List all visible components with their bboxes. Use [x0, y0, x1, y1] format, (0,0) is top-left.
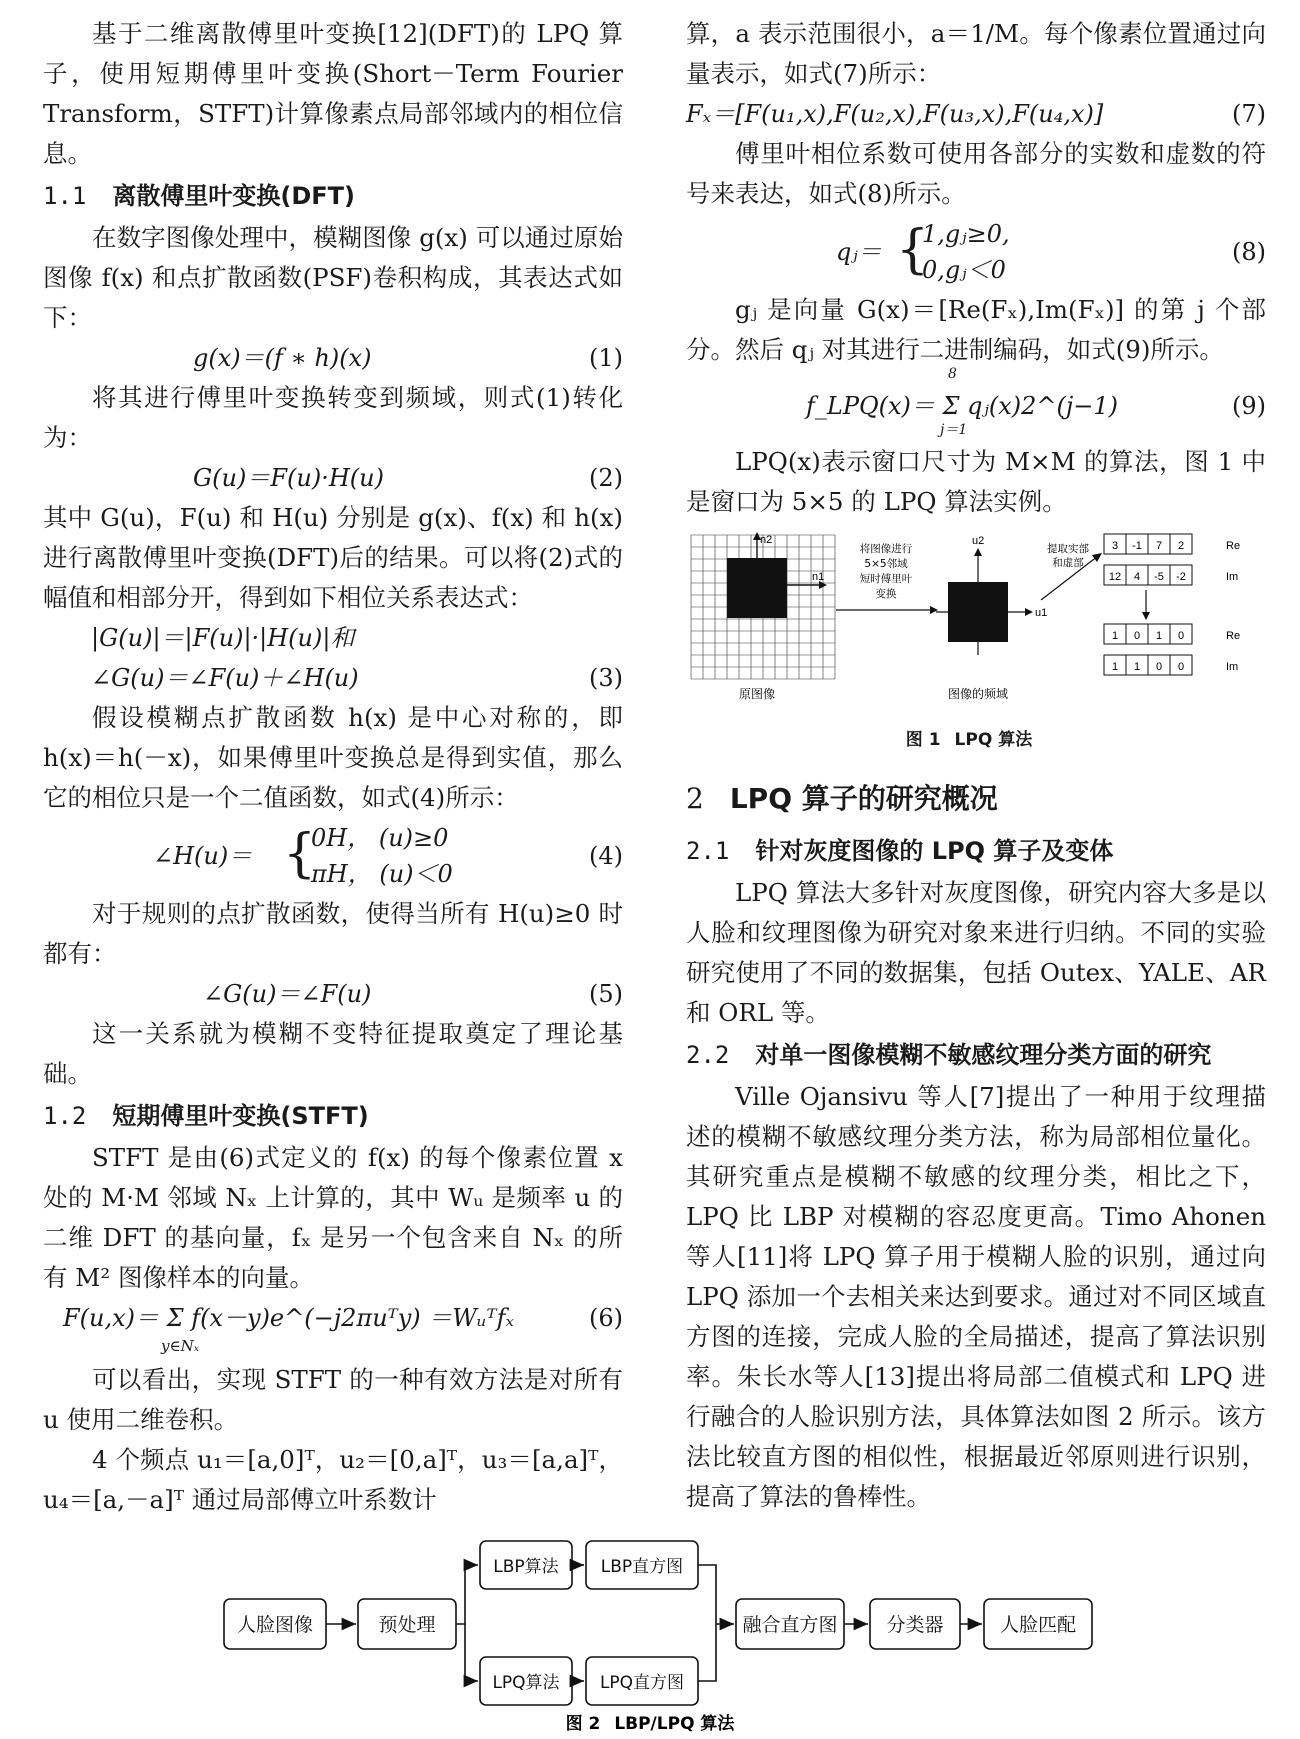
paragraph: LPQ 算法大多针对灰度图像，研究内容大多是以人脸和纹理图像为研究对象来进行归纳。不同的实验研究使用了不同的数据集，包括 Outex、YALE、AR 和 ORL 等。	[686, 878, 1266, 1027]
value-text: 1	[1111, 630, 1119, 642]
intro-paragraph: 基于二维离散傅里叶变换[12](DFT)的 LPQ 算子，使用短期傅里叶变换(Short－Term Fourier Transform，STFT)计算像素点局部邻域内的相位信息。	[43, 19, 623, 168]
caption-text: LPQ 算法	[954, 730, 1033, 750]
equation-number: (8)	[1232, 238, 1266, 266]
label-face-image: 人脸图像	[236, 1614, 314, 1636]
value-text: 0	[1177, 661, 1185, 673]
paragraph: LPQ(x)表示窗口尺寸为 M×M 的算法，图 1 中是窗口为 5×5 的 LPQ 算法实例。	[686, 447, 1266, 516]
equation-7	[686, 94, 1266, 134]
paragraph: 可以看出，实现 STFT 的一种有效方法是对所有 u 使用二维卷积。	[43, 1365, 623, 1434]
section-number: 2.1	[686, 837, 730, 865]
equation-sum-bottom: j＝1	[940, 422, 968, 438]
equation-number: (9)	[1232, 392, 1266, 420]
arrow1-line-4: 变换	[875, 588, 897, 600]
arrow-head	[930, 606, 938, 614]
equation-6	[43, 1298, 623, 1360]
value-text: -1	[1132, 540, 1142, 552]
arrow1-line-3: 短时傅里叶	[859, 573, 913, 585]
equation-body: G(u)＝F(u)·H(u)	[193, 464, 384, 492]
figure-2-caption	[566, 1713, 736, 1734]
section-title: 对单一图像模糊不敏感纹理分类方面的研究	[755, 1041, 1212, 1069]
label-face-match: 人脸匹配	[999, 1614, 1077, 1636]
equation-case-1: 1,gⱼ≥0,	[922, 220, 1010, 248]
arrow-head	[1142, 612, 1150, 620]
label-lpq-algorithm: LPQ算法	[492, 1673, 560, 1693]
value-text: -2	[1176, 571, 1186, 583]
section-number: 1.2	[43, 1102, 87, 1130]
figure-2	[0, 1535, 1300, 1735]
value-text: 0	[1133, 630, 1141, 642]
arrow-head	[974, 548, 982, 556]
label-n2: n2	[760, 534, 773, 546]
arrow1-line-2: 5×5邻域	[864, 558, 908, 570]
section-heading-1-1	[43, 176, 623, 216]
section-heading-1-2	[43, 1096, 623, 1136]
section-title: LPQ 算子的研究概况	[729, 782, 998, 815]
equation-body: f_LPQ(x)＝ Σ qⱼ(x)2^(j−1)	[806, 392, 1119, 420]
label-preprocess: 预处理	[378, 1614, 436, 1636]
equation-3b	[43, 658, 623, 698]
label-u1: u1	[1035, 607, 1048, 619]
equation-number: (4)	[589, 842, 623, 870]
section-title: 离散傅里叶变换(DFT)	[112, 182, 355, 210]
equation-5	[43, 974, 623, 1014]
section-heading-2-2	[686, 1035, 1266, 1075]
paragraph: 对于规则的点扩散函数，使得当所有 H(u)≥0 时都有：	[43, 899, 623, 968]
arrow-head	[1025, 608, 1033, 616]
section-number: 2	[686, 782, 704, 815]
label-re: Re	[1226, 540, 1241, 552]
paragraph: 将其进行傅里叶变换转变到频域，则式(1)转化为：	[43, 383, 623, 452]
value-text: 0	[1155, 661, 1163, 673]
label-im: Im	[1226, 571, 1239, 583]
label-lpq-histogram: LPQ直方图	[599, 1673, 685, 1693]
equation-2	[43, 458, 623, 498]
value-text: 1	[1133, 661, 1141, 673]
section-heading-2	[686, 777, 1266, 821]
right-column	[686, 14, 1266, 1517]
section-number: 1.1	[43, 182, 87, 210]
figure-2-flowchart	[0, 1535, 1300, 1735]
equation-3a	[43, 618, 623, 658]
figure-1-caption	[686, 725, 1266, 755]
arrow-branch-lbp	[456, 1565, 478, 1624]
value-text: 7	[1155, 540, 1163, 552]
paragraph: Ville Ojansivu 等人[7]提出了一种用于纹理描述的模糊不敏感纹理分类方法，称为局部相位量化。其研究重点是模糊不敏感的纹理分类，相比之下，LPQ 比 LBP 对模糊的容忍度更高。Timo Ahonen 等人[11]将 LPQ 算子用于模糊人脸的识别，通过向 LPQ 添加一个去相关来达到要求。通过对不同区域直方图的连接，完成人脸的全局描述，提高了算法识别率。朱长水等人[13]提出将局部二值模式和 LPQ 进行融合的人脸识别方法，具体算法如图 2 所示。该方法比较直方图的相似性，根据最近邻原则进行识别，提高了算法的鲁棒性。	[686, 1082, 1266, 1511]
paragraph: STFT 是由(6)式定义的 f(x) 的每个像素位置 x 处的 M·M 邻域 Nₓ 上计算的，其中 Wᵤ 是频率 u 的二维 DFT 的基向量，fₓ 是另一个包含来自 Nₓ 的所有 M² 图像样本的向量。	[43, 1143, 623, 1292]
equation-lhs: ∠H(u)＝	[153, 842, 253, 870]
label-original-image: 原图像	[738, 687, 776, 701]
section-heading-2-1	[686, 831, 1266, 871]
paragraph: 4 个频点 u₁＝[a,0]ᵀ，u₂＝[0,a]ᵀ，u₃＝[a,a]ᵀ，u₄＝[a,－a]ᵀ 通过局部傅立叶系数计	[43, 1445, 623, 1514]
label-classifier: 分类器	[886, 1614, 944, 1636]
label-lbp-algorithm: LBP算法	[493, 1557, 559, 1577]
equation-sum-top: 8	[948, 366, 957, 382]
brace: {	[283, 824, 317, 884]
value-text: 3	[1111, 540, 1119, 552]
arrow-head	[1092, 553, 1102, 562]
figure-1	[686, 530, 1266, 725]
caption-text: LBP/LPQ 算法	[614, 1714, 735, 1734]
label-n1: n1	[812, 571, 825, 583]
value-text: 0	[1177, 630, 1185, 642]
section-title: 短期傅里叶变换(STFT)	[112, 1102, 369, 1130]
arrow-branch-lpq	[465, 1624, 478, 1681]
label-im: Im	[1226, 661, 1239, 673]
equation-body: F(u,x)＝ Σ f(x－y)e^(−j2πuᵀy) ＝Wᵤᵀfₓ	[63, 1304, 515, 1332]
equation-body: ∠G(u)＝∠F(u)	[203, 980, 372, 1008]
paragraph: 其中 G(u)，F(u) 和 H(u) 分别是 g(x)、f(x) 和 h(x) 进行离散傅里叶变换(DFT)后的结果。可以将(2)式的幅值和相部分开，得到如下相位关系表达式：	[43, 503, 623, 612]
value-text: -5	[1154, 571, 1164, 583]
equation-1	[43, 338, 623, 378]
value-text: 12	[1108, 571, 1122, 583]
brace: {	[896, 220, 930, 280]
equation-subscript: y∈Nₓ	[161, 1337, 200, 1355]
paragraph: 算，a 表示范围很小，a＝1/M。每个像素位置通过向量表示，如式(7)所示：	[686, 19, 1266, 88]
caption-number: 图 1	[905, 730, 941, 750]
label-re: Re	[1226, 630, 1241, 642]
equation-9	[686, 366, 1266, 442]
equation-number: (7)	[1232, 100, 1266, 128]
equation-case-2: 0,gⱼ＜0	[922, 256, 1006, 284]
arrow-merge-lpq	[698, 1624, 716, 1681]
arrow-merge-lbp	[698, 1565, 734, 1624]
section-number: 2.2	[686, 1041, 730, 1069]
equation-number: (1)	[589, 344, 623, 372]
equation-case-2: πH， (u)＜0	[311, 860, 453, 888]
value-text: 1	[1155, 630, 1163, 642]
value-text: 1	[1111, 661, 1119, 673]
left-column	[43, 14, 623, 1520]
value-rows	[1104, 534, 1192, 675]
value-text: 2	[1177, 540, 1185, 552]
paragraph: 这一关系就为模糊不变特征提取奠定了理论基础。	[43, 1019, 623, 1088]
equation-lhs: qⱼ＝	[836, 238, 882, 266]
arrow2-line-2: 和虚部	[1052, 557, 1084, 569]
section-title: 针对灰度图像的 LPQ 算子及变体	[755, 837, 1114, 865]
equation-body: ∠G(u)＝∠F(u)＋∠H(u)	[91, 664, 359, 692]
equation-body: g(x)＝(f ∗ h)(x)	[193, 344, 372, 372]
equation-number: (2)	[589, 464, 623, 492]
label-fused-histogram: 融合直方图	[742, 1614, 838, 1636]
value-text: 4	[1133, 571, 1141, 583]
figure-1-diagram	[686, 530, 1266, 725]
equation-case-1: 0H， (u)≥0	[311, 824, 449, 852]
label-frequency-domain: 图像的频域	[947, 687, 1009, 701]
equation-number: (3)	[589, 664, 623, 692]
paragraph: 傅里叶相位系数可使用各部分的实数和虚数的符号来表达，如式(8)所示。	[686, 139, 1266, 208]
equation-number: (5)	[589, 980, 623, 1008]
paragraph: 假设模糊点扩散函数 h(x) 是中心对称的，即 h(x)＝h(－x)，如果傅里叶变换总是得到实值，那么它的相位只是一个二值函数，如式(4)所示：	[43, 703, 623, 812]
equation-number: (6)	[589, 1304, 623, 1332]
equation-8	[686, 214, 1266, 290]
paragraph: 在数字图像处理中，模糊图像 g(x) 可以通过原始图像 f(x) 和点扩散函数(PSF)卷积构成，其表达式如下：	[43, 223, 623, 332]
label-lbp-histogram: LBP直方图	[600, 1557, 684, 1577]
caption-number: 图 2	[565, 1714, 601, 1734]
arrow2-line-1: 提取实部	[1047, 543, 1089, 555]
equation-body: |G(u)|＝|F(u)|·|H(u)|和	[91, 624, 355, 652]
paragraph: gⱼ 是向量 G(x)＝[Re(Fₓ),Im(Fₓ)] 的第 j 个部分。然后 qⱼ 对其进行二进制编码，如式(9)所示。	[686, 295, 1266, 364]
label-u2: u2	[972, 535, 985, 547]
arrow1-line-1: 将图像进行	[859, 543, 913, 555]
equation-4	[43, 818, 623, 894]
equation-body: Fₓ＝[F(u₁,x),F(u₂,x),F(u₃,x),F(u₄,x)]	[686, 100, 1104, 128]
